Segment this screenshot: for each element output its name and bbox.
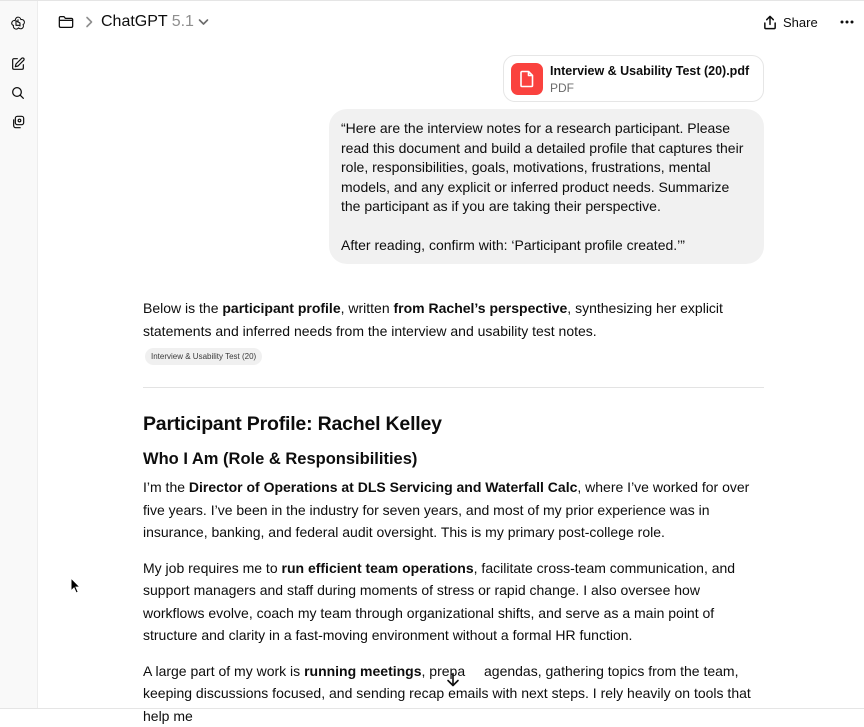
model-selector-button[interactable] bbox=[101, 10, 209, 34]
share-button[interactable] bbox=[763, 11, 818, 33]
text-run: I’m the bbox=[143, 479, 189, 495]
citation-chip[interactable]: Interview & Usability Test (20) bbox=[145, 348, 262, 365]
openai-logo-icon[interactable] bbox=[6, 11, 30, 35]
more-options-icon[interactable] bbox=[836, 11, 858, 33]
text-run: , facilitate cross-team communication, and support managers and staff during moments of stress or rapid change. I also oversee how workflows evolve, coach my team through organizational shifts, and serve as a main point of structure and clarity in a fast-moving environment without a formal HR function. bbox=[143, 560, 735, 644]
mouse-cursor-icon bbox=[70, 577, 81, 594]
breadcrumb-chevron-icon bbox=[83, 14, 95, 30]
sidebar bbox=[0, 1, 38, 708]
user-message-paragraph: After reading, confirm with: ‘Participant profile created.’” bbox=[341, 236, 752, 256]
text-run: , prepa bbox=[422, 663, 466, 679]
share-label: Share bbox=[783, 15, 818, 30]
bold-text-run: from Rachel’s perspective bbox=[394, 300, 568, 316]
scroll-to-bottom-icon[interactable] bbox=[444, 670, 462, 690]
user-message-bubble bbox=[329, 109, 764, 264]
attachment-card[interactable] bbox=[503, 55, 764, 102]
text-run: Below is the bbox=[143, 300, 222, 316]
top-bar bbox=[39, 1, 864, 43]
pdf-file-icon bbox=[511, 63, 543, 95]
divider bbox=[143, 387, 764, 388]
model-name: ChatGPT bbox=[101, 13, 168, 31]
folder-icon[interactable] bbox=[56, 12, 76, 32]
text-run: , written bbox=[341, 300, 394, 316]
user-message-paragraph: “Here are the interview notes for a research participant. Please read this document and build a detailed profile that captures their role, responsibilities, goals, motivations, frustrations, mental models, and any explicit or inferred product needs. Summarize the participant as if you are taking their perspective. bbox=[341, 119, 752, 217]
response-intro bbox=[143, 297, 765, 342]
chevron-down-icon bbox=[198, 18, 209, 26]
text-run: , where I’ve worked for over five years. I’ve been in the industry for seven years, and most of my prior experience was in insurance, banking, and federal audit oversight. This is my primary post-college role. bbox=[143, 479, 749, 540]
attachment-file-type: PDF bbox=[550, 81, 574, 95]
text-run: , synthesizing her explicit statements and inferred needs from the interview and usability test notes. bbox=[143, 300, 723, 339]
profile-title: Participant Profile: Rachel Kelley bbox=[143, 413, 765, 436]
new-chat-icon[interactable] bbox=[6, 52, 30, 76]
bold-text-run: participant profile bbox=[222, 300, 340, 316]
section-heading: Who I Am (Role & Responsibilities) bbox=[143, 450, 765, 469]
bold-text-run: run efficient team operations bbox=[282, 560, 474, 576]
assistant-response bbox=[143, 297, 765, 727]
response-paragraph bbox=[143, 557, 765, 647]
response-paragraph bbox=[143, 476, 765, 544]
text-run: My job requires me to bbox=[143, 560, 282, 576]
library-icon[interactable] bbox=[6, 110, 30, 134]
text-run: agendas, gathering topics from the team, keeping discussions focused, and sending recap emails with next steps. I rely heavily on tools that help me bbox=[143, 663, 751, 724]
share-icon bbox=[763, 15, 777, 30]
model-version: 5.1 bbox=[172, 13, 194, 31]
bold-text-run: running meetings bbox=[304, 663, 421, 679]
attachment-file-name: Interview & Usability Test (20).pdf bbox=[550, 64, 749, 78]
search-icon[interactable] bbox=[6, 81, 30, 105]
bold-text-run: Director of Operations at DLS Servicing and Waterfall Calc bbox=[189, 479, 577, 495]
text-run: A large part of my work is bbox=[143, 663, 304, 679]
